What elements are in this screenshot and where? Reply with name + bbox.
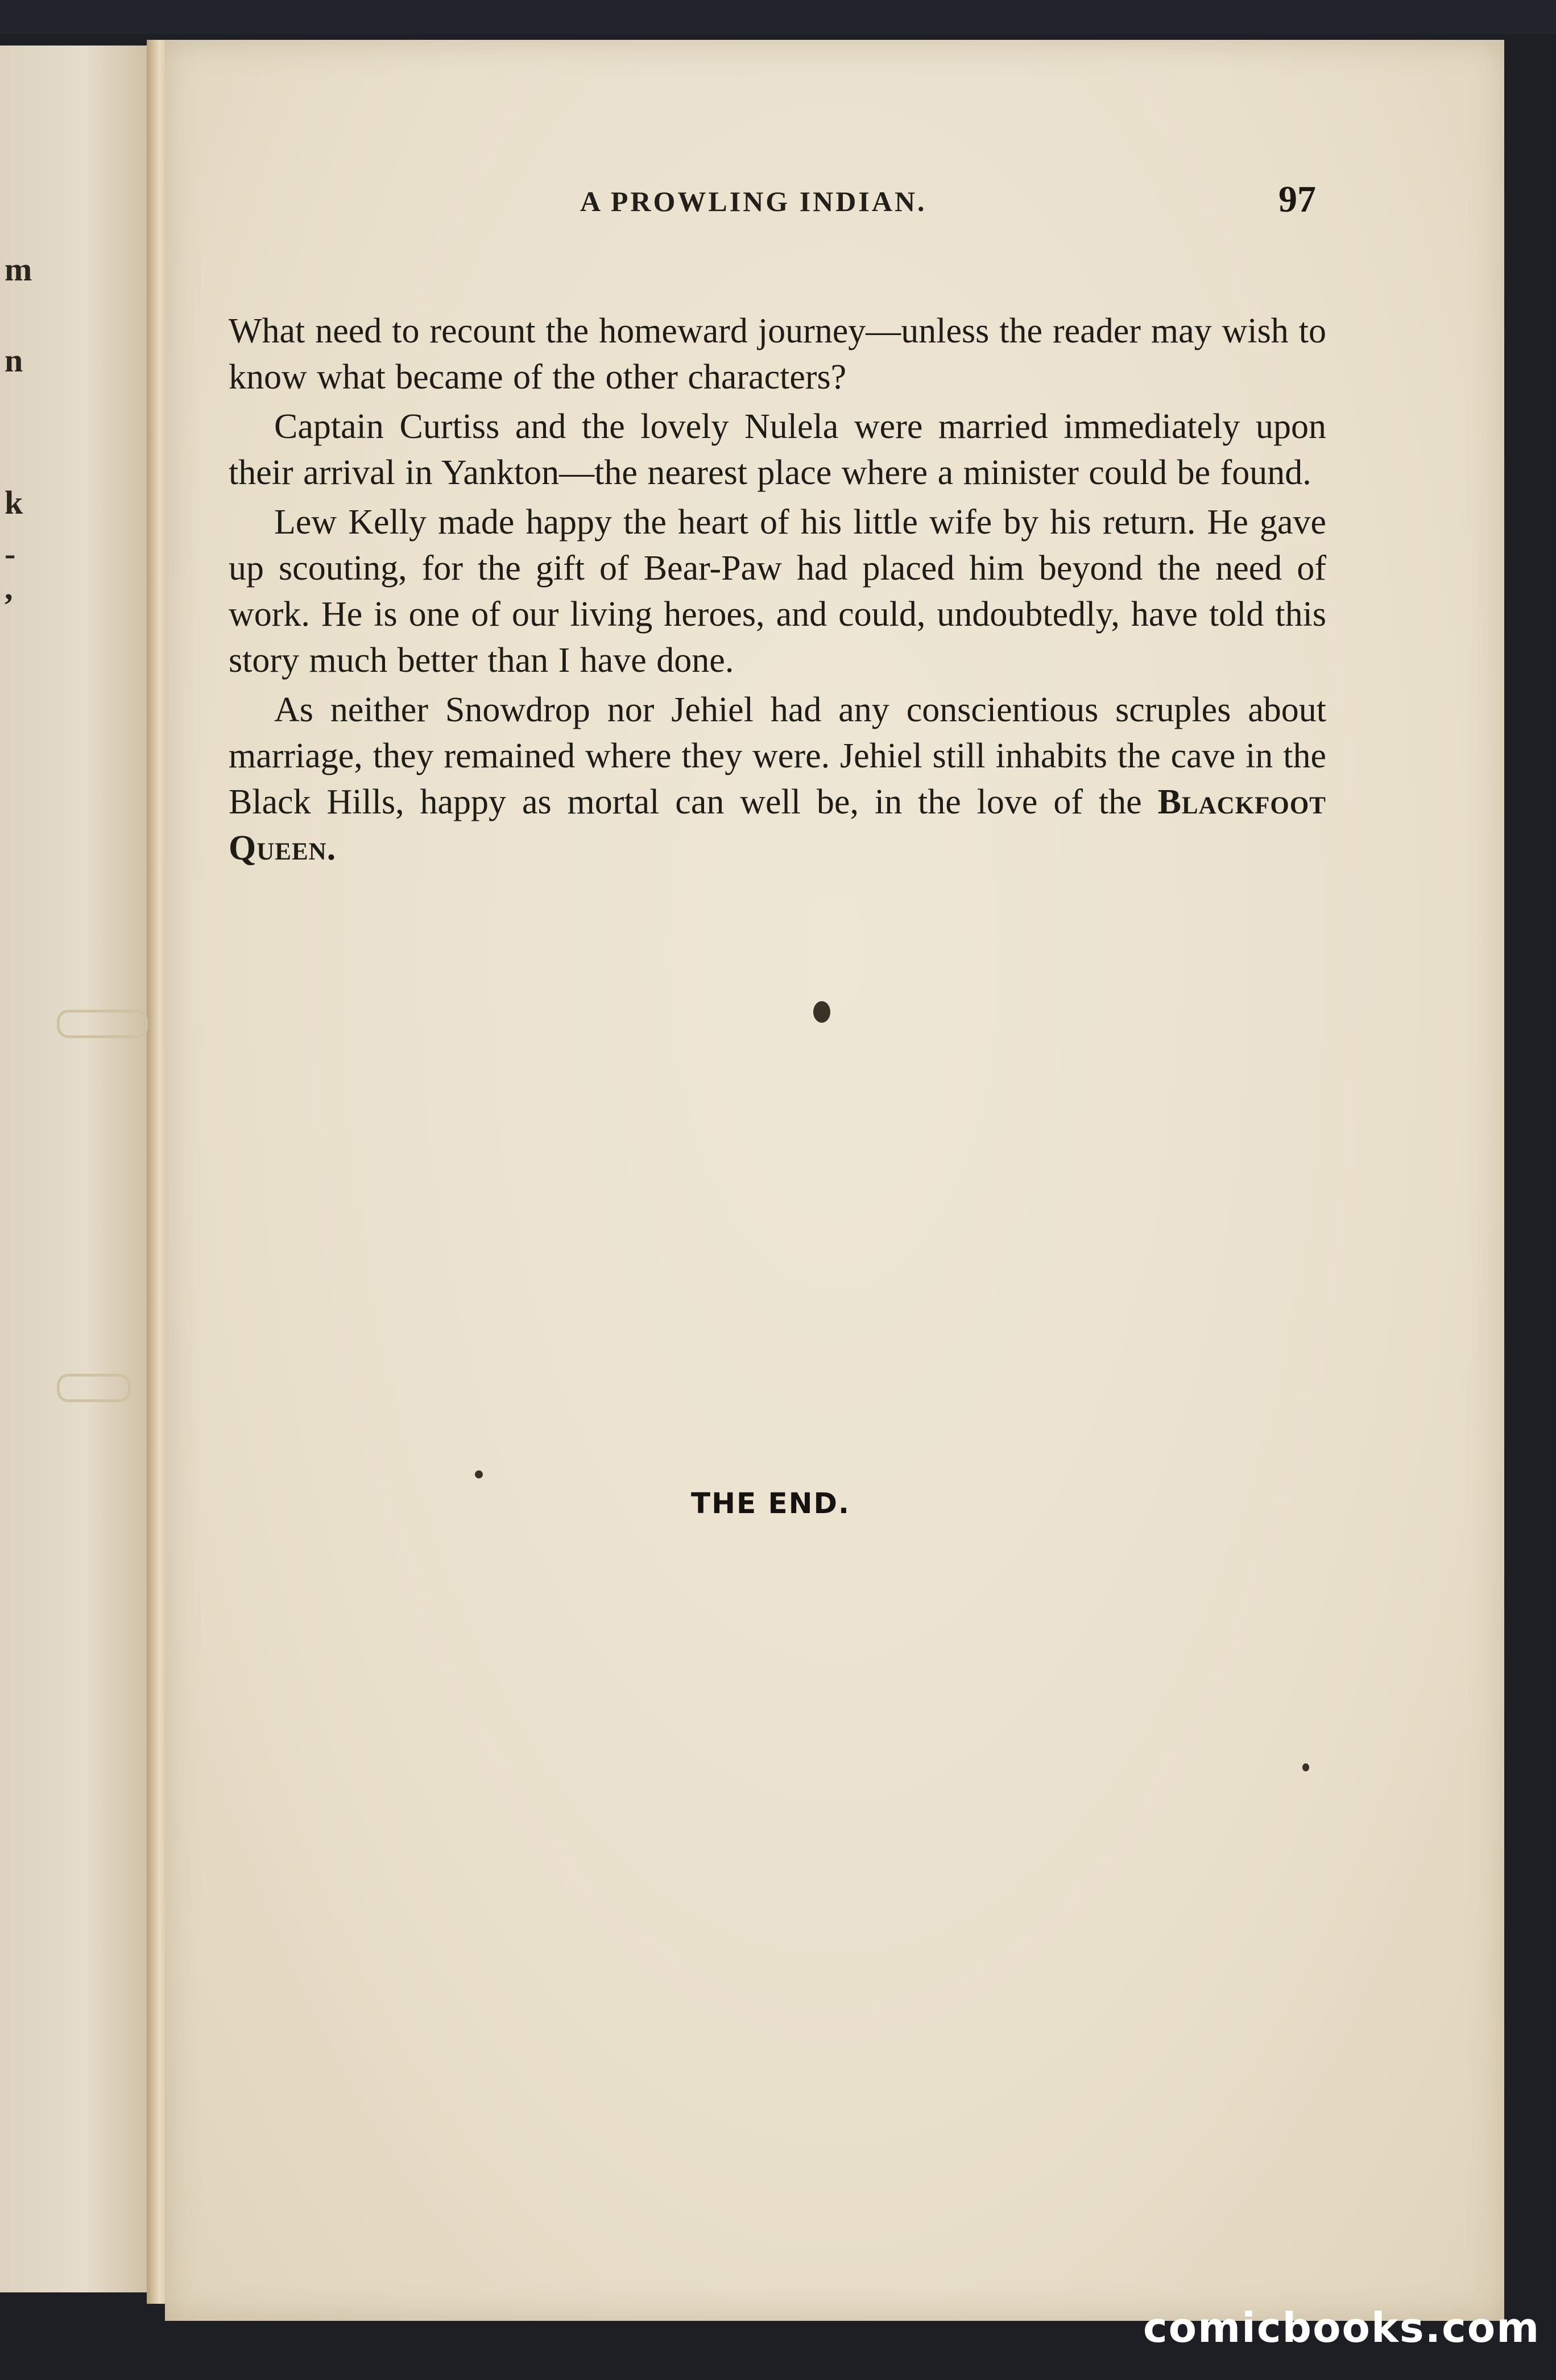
backing-board xyxy=(0,0,1556,34)
facing-page-fragment: n xyxy=(5,342,23,379)
site-watermark: comicbooks.com xyxy=(1143,2304,1541,2352)
facing-page-edge xyxy=(0,46,157,2292)
facing-page-fragment: k xyxy=(5,484,23,521)
facing-page-fragment: m xyxy=(5,251,32,288)
book-title-smallcaps: Blackfoot Queen. xyxy=(229,783,1326,867)
paragraph: What need to recount the homeward journey—unless the reader may wish to know what became of the other characters? xyxy=(229,312,1326,396)
paragraph-text: As neither Snowdrop nor Jehiel had any conscientious scruples about marriage, they remained where they were. Jehiel still inhabits the cave in the Black Hills, happy as mortal can well be, in the love of the xyxy=(229,691,1326,821)
ink-speck xyxy=(1302,1763,1309,1771)
ink-speck xyxy=(475,1470,483,1478)
paragraph: Captain Curtiss and the lovely Nulela were married immediately upon their arrival in Yankton—the nearest place where a minister could be found. xyxy=(229,407,1326,492)
paragraph xyxy=(229,687,1326,871)
binding-thread xyxy=(57,1010,148,1038)
facing-page-fragment: , xyxy=(5,569,13,606)
running-head: A PROWLING INDIAN. xyxy=(580,185,927,217)
page-number: 97 xyxy=(1278,179,1316,220)
facing-page-fragment: - xyxy=(5,535,16,572)
the-end-mark: THE END. xyxy=(691,1487,851,1520)
ink-speck xyxy=(813,1001,830,1023)
paragraph: Lew Kelly made happy the heart of his little wife by his return. He gave up scouting, for the gift of Bear-Paw had placed him beyond the need of work. He is one of our living heroes, and could, undoubtedly, have told this story much better than I have done. xyxy=(229,503,1326,680)
book-page xyxy=(165,40,1504,2321)
body-text xyxy=(229,308,1326,875)
binding-thread xyxy=(57,1374,131,1402)
